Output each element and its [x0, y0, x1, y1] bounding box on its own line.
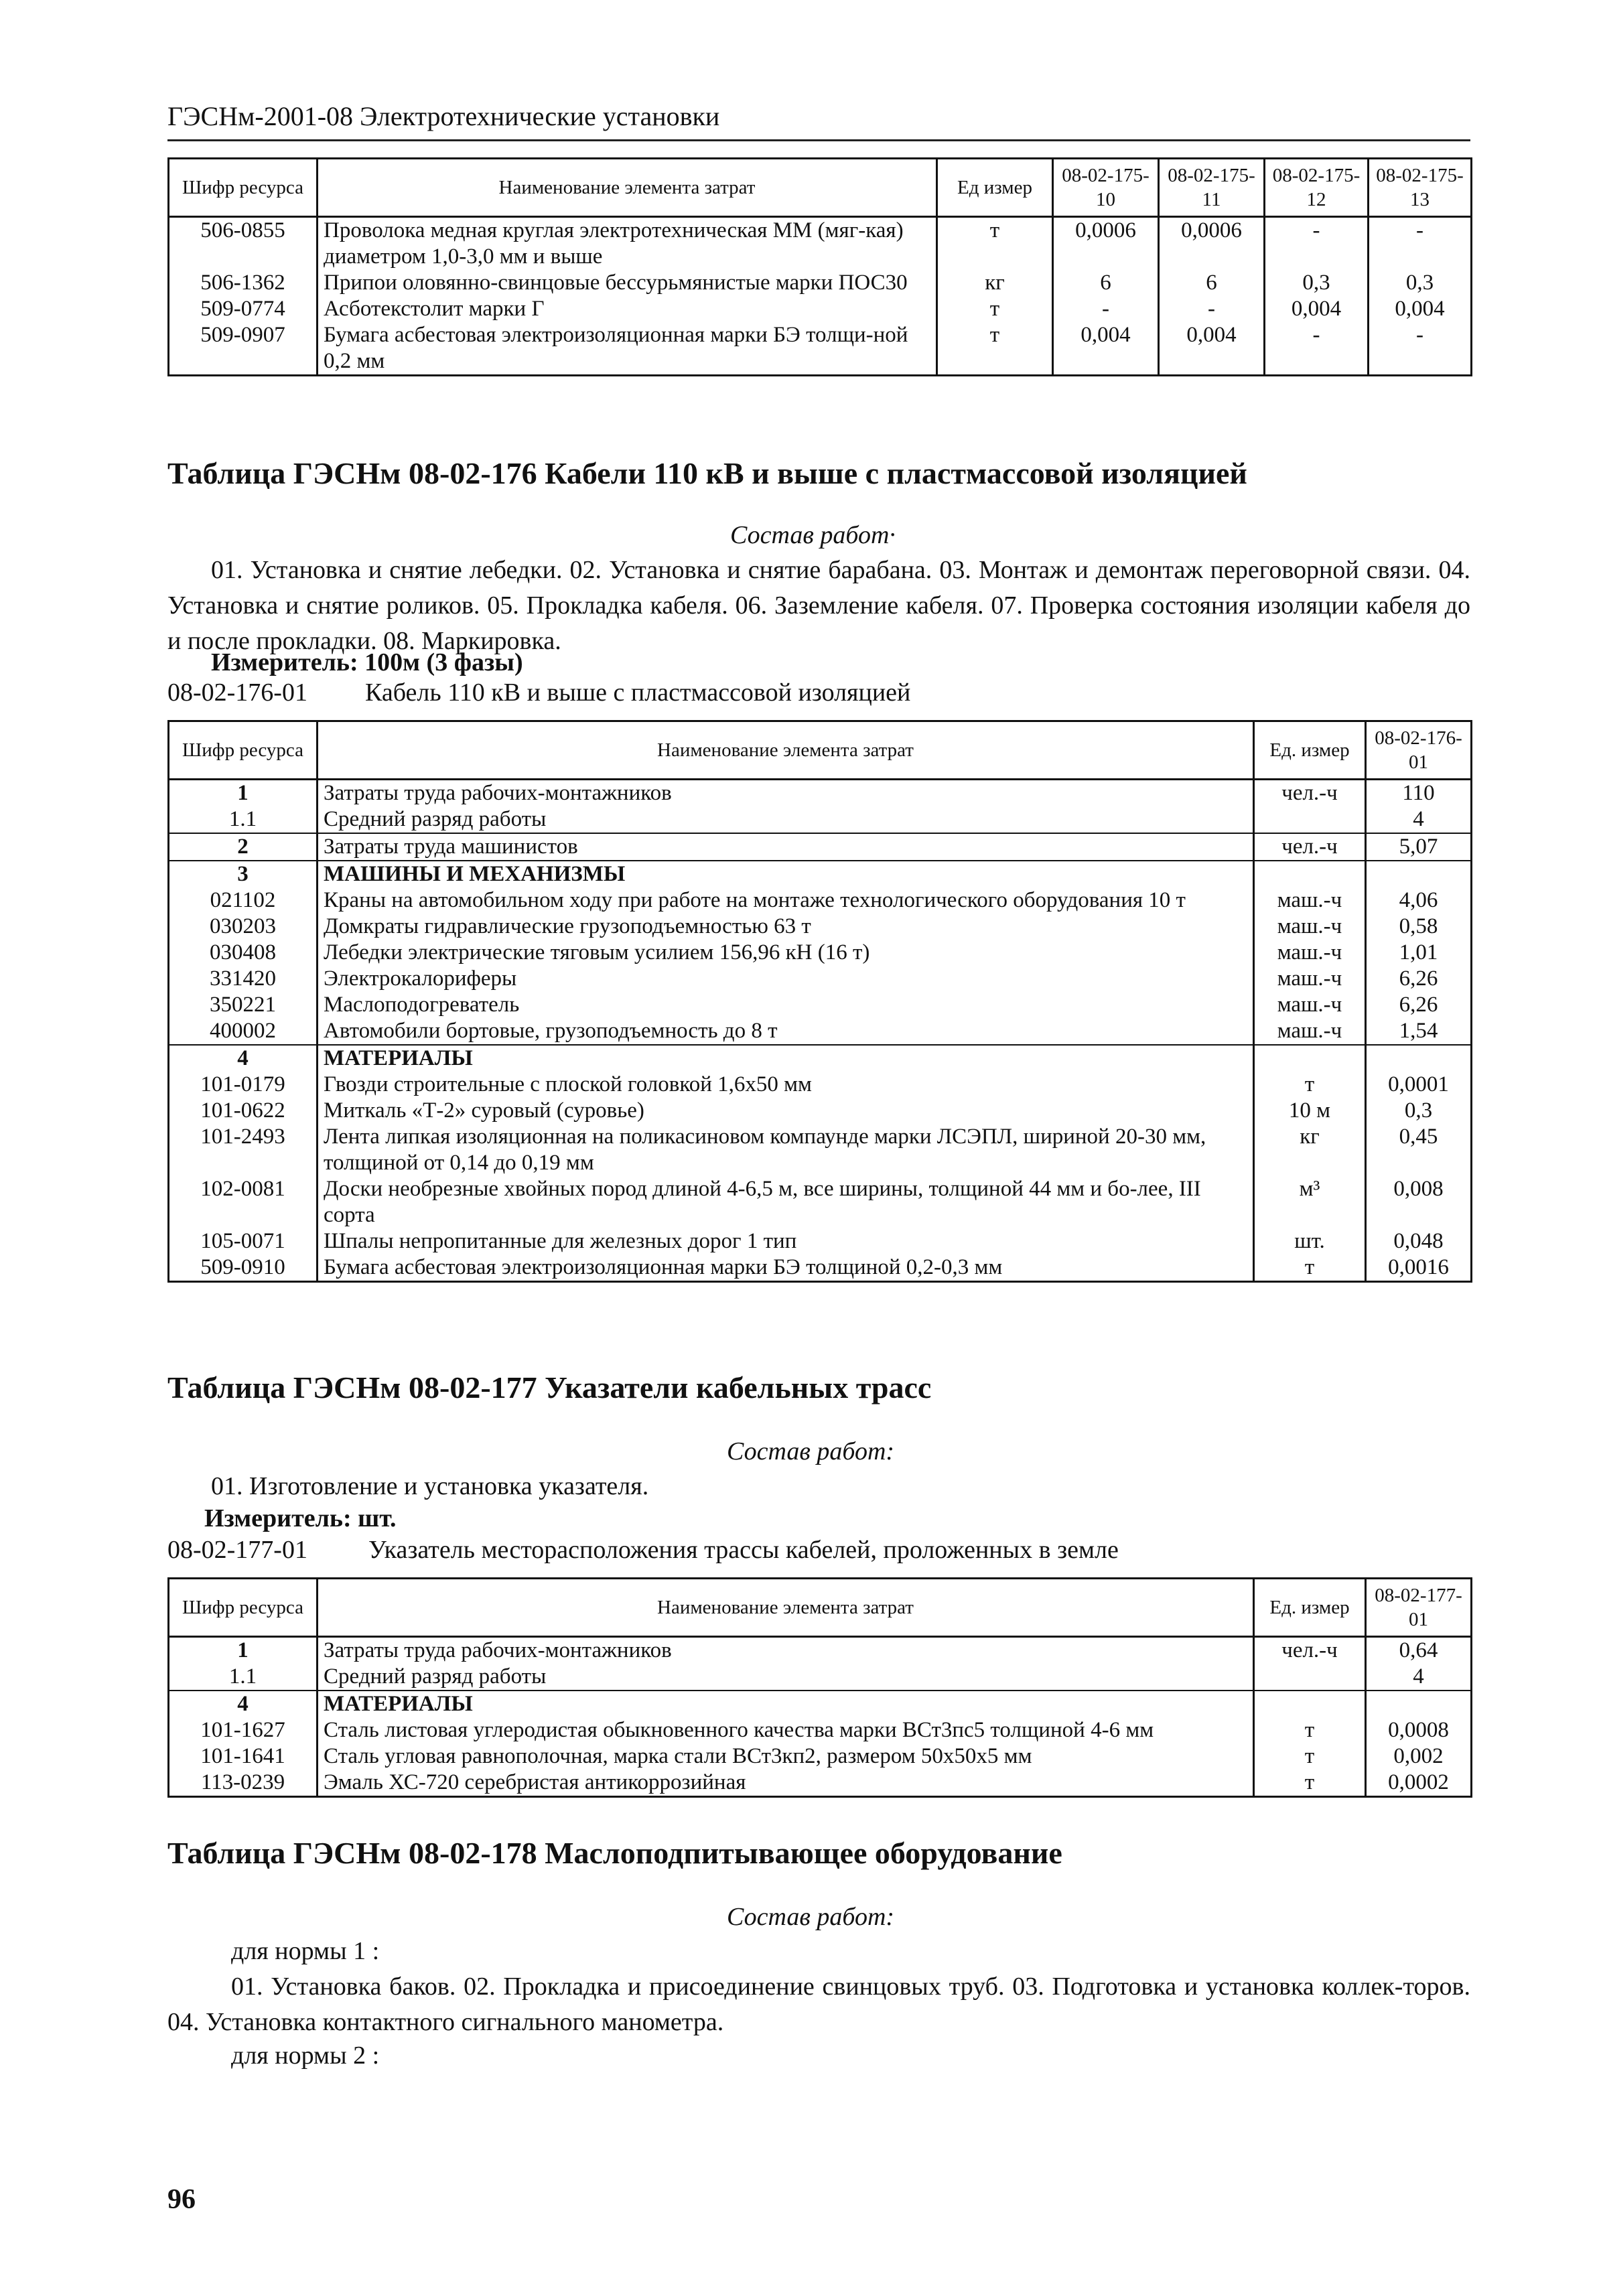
table-row — [169, 887, 1472, 914]
cell-unit: маш.-ч — [1254, 992, 1366, 1018]
cell-unit: т — [937, 296, 1053, 322]
cell-value: 4 — [1366, 1664, 1472, 1691]
cell-unit: чел.-ч — [1254, 1637, 1366, 1664]
cell-value — [1366, 1045, 1472, 1072]
col-header: Ед. измер — [1254, 1579, 1366, 1637]
cell-unit: маш.-ч — [1254, 966, 1366, 992]
cell-code: 3 — [169, 861, 318, 887]
measure-unit: Измеритель: шт. — [204, 1504, 397, 1532]
table-row — [169, 1045, 1472, 1072]
cell-code: 101-0622 — [169, 1098, 318, 1124]
composition-text: 01. Установка и снятие лебедки. 02. Установка и снятие барабана. 03. Монтаж и демонтаж переговорной связи. 04. Установка и снятие роликов. 05. Прокладка кабеля. 06. Заземление кабеля. 07. Проверка состояния изоляции кабеля до и после прокладки. 08. Маркировка. — [167, 556, 1470, 655]
cell-value: - — [1159, 296, 1265, 322]
cell-value: 0,3 — [1265, 270, 1369, 296]
col-header: Шифр ресурса — [169, 159, 318, 217]
table-row — [169, 1691, 1472, 1717]
table-row — [169, 1098, 1472, 1124]
cell-name: Затраты труда рабочих-монтажников — [318, 780, 1254, 807]
cell-name: МАТЕРИАЛЫ — [318, 1691, 1254, 1717]
cell-value: 0,008 — [1366, 1176, 1472, 1228]
cell-value: 6 — [1159, 270, 1265, 296]
cell-name: Краны на автомобильном ходу при работе на монтаже технологического оборудования 10 т — [318, 887, 1254, 914]
col-header: 08-02-176-01 — [1366, 721, 1472, 780]
table-row — [169, 1124, 1472, 1176]
cell-name: Средний разряд работы — [318, 806, 1254, 833]
composition-label: Состав работ· — [730, 521, 896, 549]
norm-description: Указатель месторасположения трассы кабелей, проложенных в земле — [368, 1536, 1119, 1564]
cell-code: 1 — [169, 1637, 318, 1664]
header-rule — [167, 139, 1470, 141]
cell-name: Лебедки электрические тяговым усилием 156,96 кН (16 т) — [318, 940, 1254, 966]
cell-name: Припои оловянно-свинцовые бессурьмянистые марки ПОС30 — [318, 270, 937, 296]
cell-name: Средний разряд работы — [318, 1664, 1254, 1691]
table-row — [169, 1072, 1472, 1098]
table-header-row — [169, 1579, 1472, 1637]
cell-value: 0,0008 — [1366, 1717, 1472, 1743]
cell-name: Асботекстолит марки Г — [318, 296, 937, 322]
cell-value: 6 — [1053, 270, 1159, 296]
cell-name: Сталь листовая углеродистая обыкновенного качества марки ВСт3пс5 толщиной 4-6 мм — [318, 1717, 1254, 1743]
section-title-176: Таблица ГЭСНм 08-02-176 Кабели 110 кВ и выше с пластмассовой изоляцией — [167, 456, 1247, 490]
cell-code: 113-0239 — [169, 1770, 318, 1797]
col-header: Наименование элемента затрат — [318, 1579, 1254, 1637]
cell-value: 6,26 — [1366, 966, 1472, 992]
col-header: Наименование элемента затрат — [318, 721, 1254, 780]
cell-value: - — [1265, 217, 1369, 271]
cell-name: Затраты труда машинистов — [318, 833, 1254, 861]
cell-unit: кг — [937, 270, 1053, 296]
table-row — [169, 217, 1472, 271]
cell-code: 509-0910 — [169, 1254, 318, 1282]
col-header: 08-02-175-11 — [1159, 159, 1265, 217]
cell-value: 6,26 — [1366, 992, 1472, 1018]
cell-name: Шпалы непропитанные для железных дорог 1 тип — [318, 1228, 1254, 1254]
cell-unit — [1254, 1664, 1366, 1691]
norm-code: 08-02-177-01 — [167, 1536, 307, 1564]
table-row — [169, 833, 1472, 861]
cell-name: Миткаль «Т-2» суровый (суровье) — [318, 1098, 1254, 1124]
cell-code: 350221 — [169, 992, 318, 1018]
cell-unit: м³ — [1254, 1176, 1366, 1228]
cell-unit: маш.-ч — [1254, 887, 1366, 914]
cell-value: 1,01 — [1366, 940, 1472, 966]
cell-code: 1 — [169, 780, 318, 807]
cell-unit — [1254, 861, 1366, 887]
cell-code: 105-0071 — [169, 1228, 318, 1254]
cell-value: - — [1053, 296, 1159, 322]
cell-name: Бумага асбестовая электроизоляционная марки БЭ толщи-ной 0,2 мм — [318, 322, 937, 376]
cell-code: 506-1362 — [169, 270, 318, 296]
col-header: Шифр ресурса — [169, 721, 318, 780]
cell-value: 0,0001 — [1366, 1072, 1472, 1098]
cell-unit: маш.-ч — [1254, 914, 1366, 940]
table-row — [169, 940, 1472, 966]
table-row — [169, 992, 1472, 1018]
norm-code-line — [167, 678, 910, 707]
cell-code: 030408 — [169, 940, 318, 966]
cell-value: 0,64 — [1366, 1637, 1472, 1664]
table-176 — [167, 720, 1472, 1283]
cell-unit: чел.-ч — [1254, 780, 1366, 807]
table-row — [169, 1770, 1472, 1797]
cell-code: 030203 — [169, 914, 318, 940]
cell-name: Маслоподогреватель — [318, 992, 1254, 1018]
cell-value: 0,002 — [1366, 1743, 1472, 1770]
cell-value: 0,004 — [1265, 296, 1369, 322]
cell-value: 0,004 — [1053, 322, 1159, 376]
norm2-label: для нормы 2 : — [231, 2041, 380, 2070]
page-number: 96 — [167, 2184, 196, 2215]
cell-unit — [1254, 1691, 1366, 1717]
table-175-continued — [167, 157, 1472, 376]
col-header: 08-02-175-12 — [1265, 159, 1369, 217]
table-row — [169, 806, 1472, 833]
cell-value: 0,0006 — [1053, 217, 1159, 271]
cell-value: 0,0016 — [1366, 1254, 1472, 1282]
table-row — [169, 1228, 1472, 1254]
table-header-row — [169, 159, 1472, 217]
cell-name: Гвозди строительные с плоской головкой 1,6х50 мм — [318, 1072, 1254, 1098]
cell-code: 509-0774 — [169, 296, 318, 322]
cell-unit: т — [1254, 1717, 1366, 1743]
table-row — [169, 1664, 1472, 1691]
cell-name: Электрокалориферы — [318, 966, 1254, 992]
cell-code: 506-0855 — [169, 217, 318, 271]
table-row — [169, 914, 1472, 940]
cell-unit: шт. — [1254, 1228, 1366, 1254]
cell-unit: т — [1254, 1770, 1366, 1797]
cell-value: 0,45 — [1366, 1124, 1472, 1176]
cell-name: Домкраты гидравлические грузоподъемностью 63 т — [318, 914, 1254, 940]
cell-unit: маш.-ч — [1254, 1018, 1366, 1045]
cell-value: 0,3 — [1366, 1098, 1472, 1124]
section-title-177: Таблица ГЭСНм 08-02-177 Указатели кабельных трасс — [167, 1370, 932, 1405]
cell-name: Доски необрезные хвойных пород длиной 4-6,5 м, все ширины, толщиной 44 мм и бо-лее, III сорта — [318, 1176, 1254, 1228]
cell-code: 509-0907 — [169, 322, 318, 376]
cell-name: МАШИНЫ И МЕХАНИЗМЫ — [318, 861, 1254, 887]
col-header: 08-02-175-13 — [1369, 159, 1472, 217]
cell-value: 4 — [1366, 806, 1472, 833]
table-row — [169, 1176, 1472, 1228]
cell-name: Проволока медная круглая электротехническая ММ (мяг-кая) диаметром 1,0-3,0 мм и выше — [318, 217, 937, 271]
col-header: 08-02-177-01 — [1366, 1579, 1472, 1637]
table-row — [169, 966, 1472, 992]
cell-code: 1.1 — [169, 1664, 318, 1691]
table-row — [169, 270, 1472, 296]
table-row — [169, 1743, 1472, 1770]
col-header: Ед. измер — [1254, 721, 1366, 780]
col-header: Шифр ресурса — [169, 1579, 318, 1637]
composition-label: Состав работ: — [727, 1903, 895, 1931]
cell-unit: маш.-ч — [1254, 940, 1366, 966]
norm-description: Кабель 110 кВ и выше с пластмассовой изоляцией — [365, 678, 911, 707]
cell-code: 331420 — [169, 966, 318, 992]
cell-name: Лента липкая изоляционная на поликасиновом компаунде марки ЛСЭПЛ, шириной 20-30 мм, толщиной от 0,14 до 0,19 мм — [318, 1124, 1254, 1176]
cell-code: 101-1641 — [169, 1743, 318, 1770]
cell-name: МАТЕРИАЛЫ — [318, 1045, 1254, 1072]
cell-value: 1,54 — [1366, 1018, 1472, 1045]
table-row — [169, 780, 1472, 807]
cell-value: 0,004 — [1369, 296, 1472, 322]
cell-unit: т — [1254, 1254, 1366, 1282]
cell-unit — [1254, 806, 1366, 833]
cell-code: 101-1627 — [169, 1717, 318, 1743]
cell-value: - — [1265, 322, 1369, 376]
table-header-row — [169, 721, 1472, 780]
cell-name: Бумага асбестовая электроизоляционная марки БЭ толщиной 0,2-0,3 мм — [318, 1254, 1254, 1282]
table-row — [169, 1717, 1472, 1743]
norm1-label: для нормы 1 : — [231, 1937, 380, 1965]
col-header: Ед измер — [937, 159, 1053, 217]
cell-code: 2 — [169, 833, 318, 861]
table-row — [169, 861, 1472, 887]
cell-unit: т — [1254, 1743, 1366, 1770]
cell-value: 0,048 — [1366, 1228, 1472, 1254]
cell-name: Автомобили бортовые, грузоподъемность до 8 т — [318, 1018, 1254, 1045]
cell-unit: чел.-ч — [1254, 833, 1366, 861]
norm1-text: 01. Установка баков. 02. Прокладка и присоединение свинцовых труб. 03. Подготовка и установка коллек-торов. 04. Установка контактного сигнального манометра. — [167, 1972, 1470, 2036]
cell-code: 021102 — [169, 887, 318, 914]
table-row — [169, 322, 1472, 376]
measure-unit: Измеритель: 100м (3 фазы) — [211, 648, 523, 676]
table-177 — [167, 1577, 1472, 1798]
cell-name: Затраты труда рабочих-монтажников — [318, 1637, 1254, 1664]
cell-code: 1.1 — [169, 806, 318, 833]
cell-code: 400002 — [169, 1018, 318, 1045]
col-header: Наименование элемента затрат — [318, 159, 937, 217]
cell-unit: 10 м — [1254, 1098, 1366, 1124]
cell-name: Эмаль ХС-720 серебристая антикоррозийная — [318, 1770, 1254, 1797]
cell-value: 0,0002 — [1366, 1770, 1472, 1797]
cell-value: 110 — [1366, 780, 1472, 807]
running-header: ГЭСНм-2001-08 Электротехнические установки — [167, 101, 720, 131]
cell-code: 102-0081 — [169, 1176, 318, 1228]
cell-value: 4,06 — [1366, 887, 1472, 914]
norm-code: 08-02-176-01 — [167, 678, 307, 707]
norm-code-line — [167, 1535, 1119, 1565]
cell-unit: кг — [1254, 1124, 1366, 1176]
col-header: 08-02-175-10 — [1053, 159, 1159, 217]
cell-value: 0,004 — [1159, 322, 1265, 376]
cell-value: 0,0006 — [1159, 217, 1265, 271]
cell-unit: т — [937, 217, 1053, 271]
cell-code: 4 — [169, 1045, 318, 1072]
cell-code: 4 — [169, 1691, 318, 1717]
cell-unit: т — [1254, 1072, 1366, 1098]
table-row — [169, 1018, 1472, 1045]
cell-value: - — [1369, 322, 1472, 376]
table-row — [169, 1637, 1472, 1664]
composition-label: Состав работ: — [727, 1437, 895, 1465]
cell-value — [1366, 1691, 1472, 1717]
cell-value: 0,3 — [1369, 270, 1472, 296]
cell-value: 0,58 — [1366, 914, 1472, 940]
table-row — [169, 1254, 1472, 1282]
cell-code: 101-0179 — [169, 1072, 318, 1098]
cell-value: - — [1369, 217, 1472, 271]
cell-name: Сталь угловая равнополочная, марка стали ВСт3кп2, размером 50х50х5 мм — [318, 1743, 1254, 1770]
composition-text: 01. Изготовление и установка указателя. — [211, 1472, 649, 1500]
cell-unit: т — [937, 322, 1053, 376]
cell-code: 101-2493 — [169, 1124, 318, 1176]
cell-value — [1366, 861, 1472, 887]
cell-value: 5,07 — [1366, 833, 1472, 861]
cell-unit — [1254, 1045, 1366, 1072]
table-row — [169, 296, 1472, 322]
section-title-178: Таблица ГЭСНм 08-02-178 Маслоподпитывающее оборудование — [167, 1836, 1062, 1870]
